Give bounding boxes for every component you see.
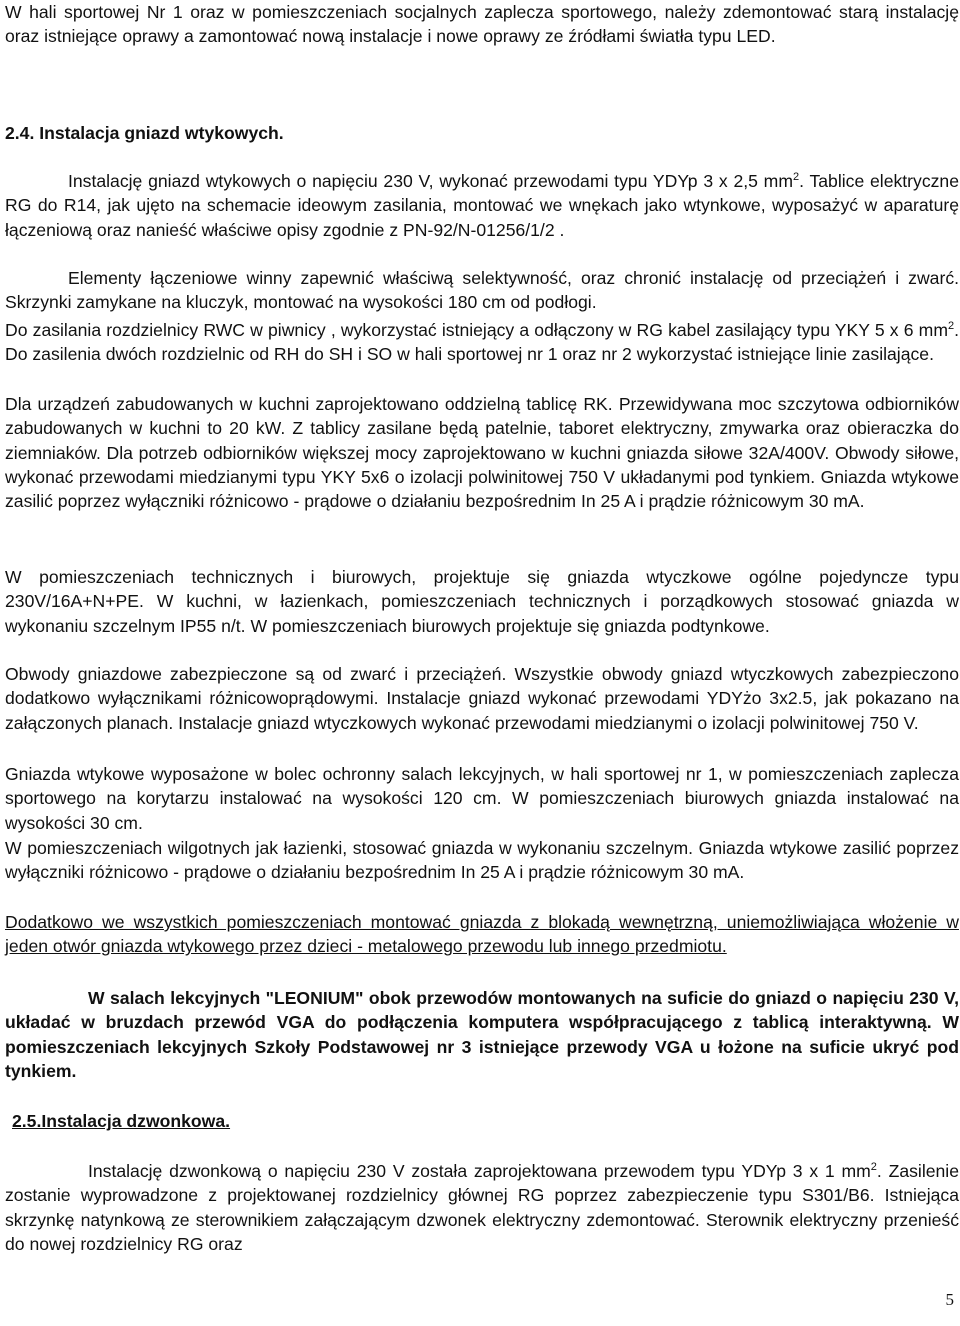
paragraph-bell-installation	[5, 1159, 959, 1256]
page-number: 5	[945, 1290, 954, 1309]
paragraph-vga	[5, 986, 959, 1083]
text-part: Elementy łączeniowe winny zapewnić właściwą selektywność, oraz chronić instalację od przeciążeń i zwarć. Skrzynki zamykane na kluczyk, montować na wysokości 180 cm od podłogi.	[5, 268, 959, 313]
paragraph-rwc-supply	[5, 318, 959, 367]
paragraph-led: W hali sportowej Nr 1 oraz w pomieszczeniach socjalnych zaplecza sportowego, należy zdemontować starą instalację oraz istniejące oprawy a zamontować nową instalacje i nowe oprawy ze źródłami światła typu LED.	[5, 2, 959, 47]
superscript: 2	[870, 1161, 877, 1174]
text-part: . Tablice elektryczne RG do R14, jak ujęto na schemacie ideowym zasilania, montować we wnękach jako wtynkowe, wyposażyć w aparaturę łączeniową oraz nanieść właściwe opisy zgodnie z PN-92/N-01256/1/2 .	[5, 171, 959, 240]
superscript: 2	[793, 171, 800, 184]
paragraph-technical-rooms: W pomieszczeniach technicznych i biurowych, projektuje się gniazda wtyczkowe ogólne pojedyncze typu 230V/16A+N+PE. W kuchni, w łazienkach, pomieszczeniach technicznych i porządkowych stosować gniazda w wykonaniu szczelnym IP55 n/t. W pomieszczeniach biurowych projektuje się gniazda podtynkowe.	[5, 567, 959, 636]
text-part: Instalację gniazd wtykowych o napięciu 230 V, wykonać przewodami typu YDYp 3 x 2,5 mm	[68, 171, 793, 191]
paragraph-child-lock: Dodatkowo we wszystkich pomieszczeniach montować gniazda z blokadą wewnętrzną, uniemożliwiająca włożenie w jeden otwór gniazda wtykowego przez dzieci - metalowego przewodu lub innego przedmiotu.	[5, 912, 959, 957]
section-heading-2-5: 2.5.Instalacja dzwonkowa.	[12, 1111, 231, 1131]
paragraph-wet-rooms: W pomieszczeniach wilgotnych jak łazienki, stosować gniazda w wykonaniu szczelnym. Gniazda wtykowe zasilić poprzez wyłączniki różnicowo - prądowe o działaniu bezpośrednim In 25 A i prądzie różnicowym 30 mA.	[5, 838, 959, 883]
section-heading-2-4: 2.4. Instalacja gniazd wtykowych.	[5, 123, 284, 143]
paragraph-socket-installation	[5, 169, 959, 242]
text-part: W salach lekcyjnych "LEONIUM" obok przewodów montowanych na suficie do gniazd o napięciu 230 V, układać w bruzdach przewód VGA do podłączenia komputera współpracującego z tablicą interaktywną. W pomieszczeniach lekcyjnych Szkoły Podstawowej nr 3 istniejące przewody VGA u łożone na suficie ukryć pod tynkiem.	[5, 988, 959, 1081]
paragraph-kitchen: Dla urządzeń zabudowanych w kuchni zaprojektowano oddzielną tablicę RK. Przewidywana moc szczytowa odbiorników zabudowanych w kuchni to 20 kW. Z tablicy zasilane będą patelnie, taboret elektryczny, zmywarka oraz obieraczka do ziemniaków. Dla potrzeb odbiorników większej mocy zaprojektowano w kuchni gniazda siłowe 32A/400V. Obwody siłowe, wykonać przewodami miedzianymi typu YKY 5x6 o izolacji polwinitowej 750 V układanymi pod tynkiem. Gniazda wtykowe zasilić poprzez wyłączniki różnicowo - prądowe o działaniu bezpośrednim In 25 A i prądzie różnicowym 30 mA.	[5, 394, 959, 512]
paragraph-switching-elements	[5, 266, 959, 315]
text-part: Instalację dzwonkową o napięciu 230 V została zaprojektowana przewodem typu YDYp 3 x 1 mm	[88, 1161, 871, 1181]
text-part: . Zasilenie zostanie wyprowadzone z projektowanej rozdzielnicy głównej RG poprzez zabezpieczenie typu S301/B6. Istniejąca skrzynkę natynkową ze sterownikiem załączającym dzwonek elektryczny zdemontować. Sterownik elektryczny przenieść do nowej rozdzielnicy RG oraz	[5, 1161, 960, 1254]
superscript: 2	[947, 320, 955, 333]
text-part: . Do zasilenia dwóch rozdzielnic od RH do SH i SO w hali sportowej nr 1 oraz nr 2 wykorzystać istniejące linie zasilające.	[5, 320, 959, 365]
paragraph-socket-heights: Gniazda wtykowe wyposażone w bolec ochronny salach lekcyjnych, w hali sportowej nr 1, w pomieszczeniach zaplecza sportowego na korytarzu instalować na wysokości 120 cm. W pomieszczeniach biurowych gniazda instalować na wysokości 30 cm.	[5, 764, 959, 833]
text-part: Do zasilania rozdzielnicy RWC w piwnicy , wykorzystać istniejący a odłączony w RG kabel zasilający typu YKY 5 x 6 mm	[5, 320, 948, 340]
paragraph-socket-circuits: Obwody gniazdowe zabezpieczone są od zwarć i przeciążeń. Wszystkie obwody gniazd wtyczkowych zabezpieczono dodatkowo wyłącznikami różnicowoprądowymi. Instalacje gniazd wykonać przewodami YDYżo 3x2.5, jak pokazano na załączonych planach. Instalacje gniazd wtyczkowych wykonać przewodami miedzianymi o izolacji polwinitowej 750 V.	[5, 664, 959, 733]
